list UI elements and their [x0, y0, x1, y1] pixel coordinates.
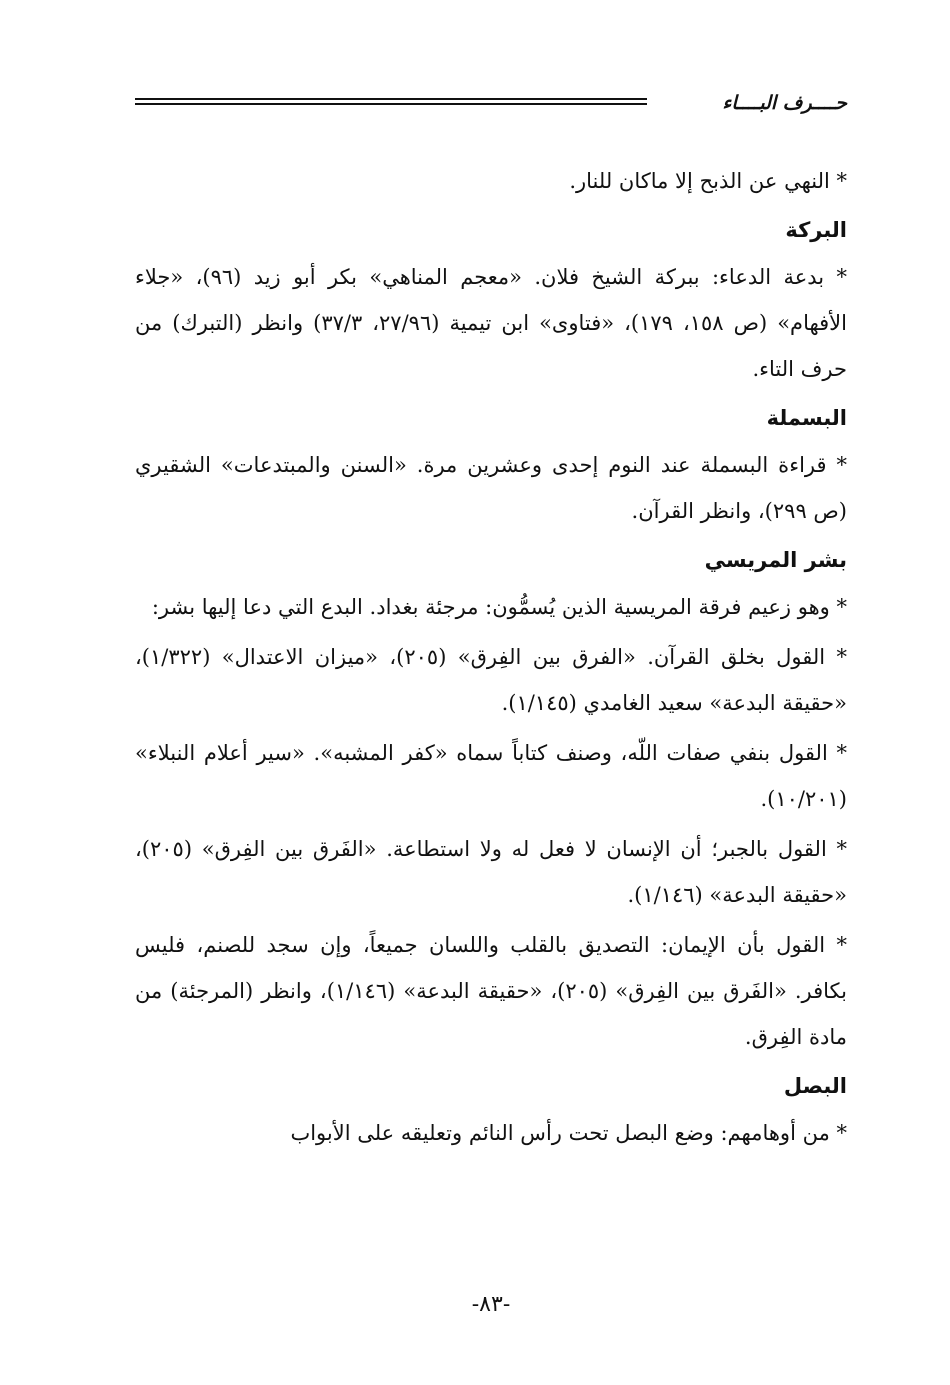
entry-paragraph: * من أوهامهم: وضع البصل تحت رأس النائم وتعليقه على الأبواب: [290, 1121, 847, 1145]
entry-heading: البصل: [783, 1074, 847, 1098]
page-number: -٨٣-: [471, 1292, 511, 1317]
entry-heading: البركة: [785, 218, 847, 242]
entry-paragraph: * النهي عن الذبح إلا ماكان للنار.: [569, 169, 847, 193]
entry-paragraph: * القول بالجبر؛ أن الإنسان لا فعل له ولا استطاعة. «الفَرق بين الفِرق» (٢٠٥)، «حقيقة البدعة» (١/١٤٦).: [135, 837, 847, 907]
running-header: [135, 88, 847, 118]
entry-paragraph: * بدعة الدعاء: ببركة الشيخ فلان. «معجم المناهي» بكر أبو زيد (٩٦)، «جلاء الأفهام» (ص ١٥٨، ١٧٩)، «فتاوى» ابن تيمية (٢٧/٩٦، ٣٧/٣) وانظر (التبرك) من حرف التاء.: [135, 265, 847, 381]
entry-heading: البسملة: [766, 406, 847, 430]
header-title: حــــرف البــــاء: [722, 92, 847, 114]
entry-heading: بشر المريسي: [704, 548, 847, 572]
entry-paragraph: * القول بنفي صفات اللّه، وصنف كتاباً سماه «كفر المشبه». «سير أعلام النبلاء» (١٠/٢٠١).: [135, 741, 847, 811]
entry-paragraph: * قراءة البسملة عند النوم إحدى وعشرين مرة. «السنن والمبتدعات» الشقيري (ص ٢٩٩)، وانظر القرآن.: [135, 453, 847, 523]
entry-paragraph: * وهو زعيم فرقة المريسية الذين يُسمُّون: مرجئة بغداد. البدع التي دعا إليها بشر:: [151, 595, 847, 619]
entry-paragraph: * القول بأن الإيمان: التصديق بالقلب واللسان جميعاً، وإن سجد للصنم، فليس بكافر. «الفَرق بين الفِرق» (٢٠٥)، «حقيقة البدعة» (١/١٤٦)، وانظر (المرجئة) من مادة الفِرق.: [135, 933, 848, 1049]
header-rule-line: [135, 103, 647, 105]
header-double-rule: [135, 98, 647, 110]
page-content: [135, 158, 847, 1160]
entry-paragraph: * القول بخلق القرآن. «الفرق بين الفِرق» (٢٠٥)، «ميزان الاعتدال» (١/٣٢٢)، «حقيقة البدعة» سعيد الغامدي (١/١٤٥).: [135, 645, 848, 715]
header-rule-line: [135, 98, 647, 100]
book-page: [135, 0, 847, 1385]
